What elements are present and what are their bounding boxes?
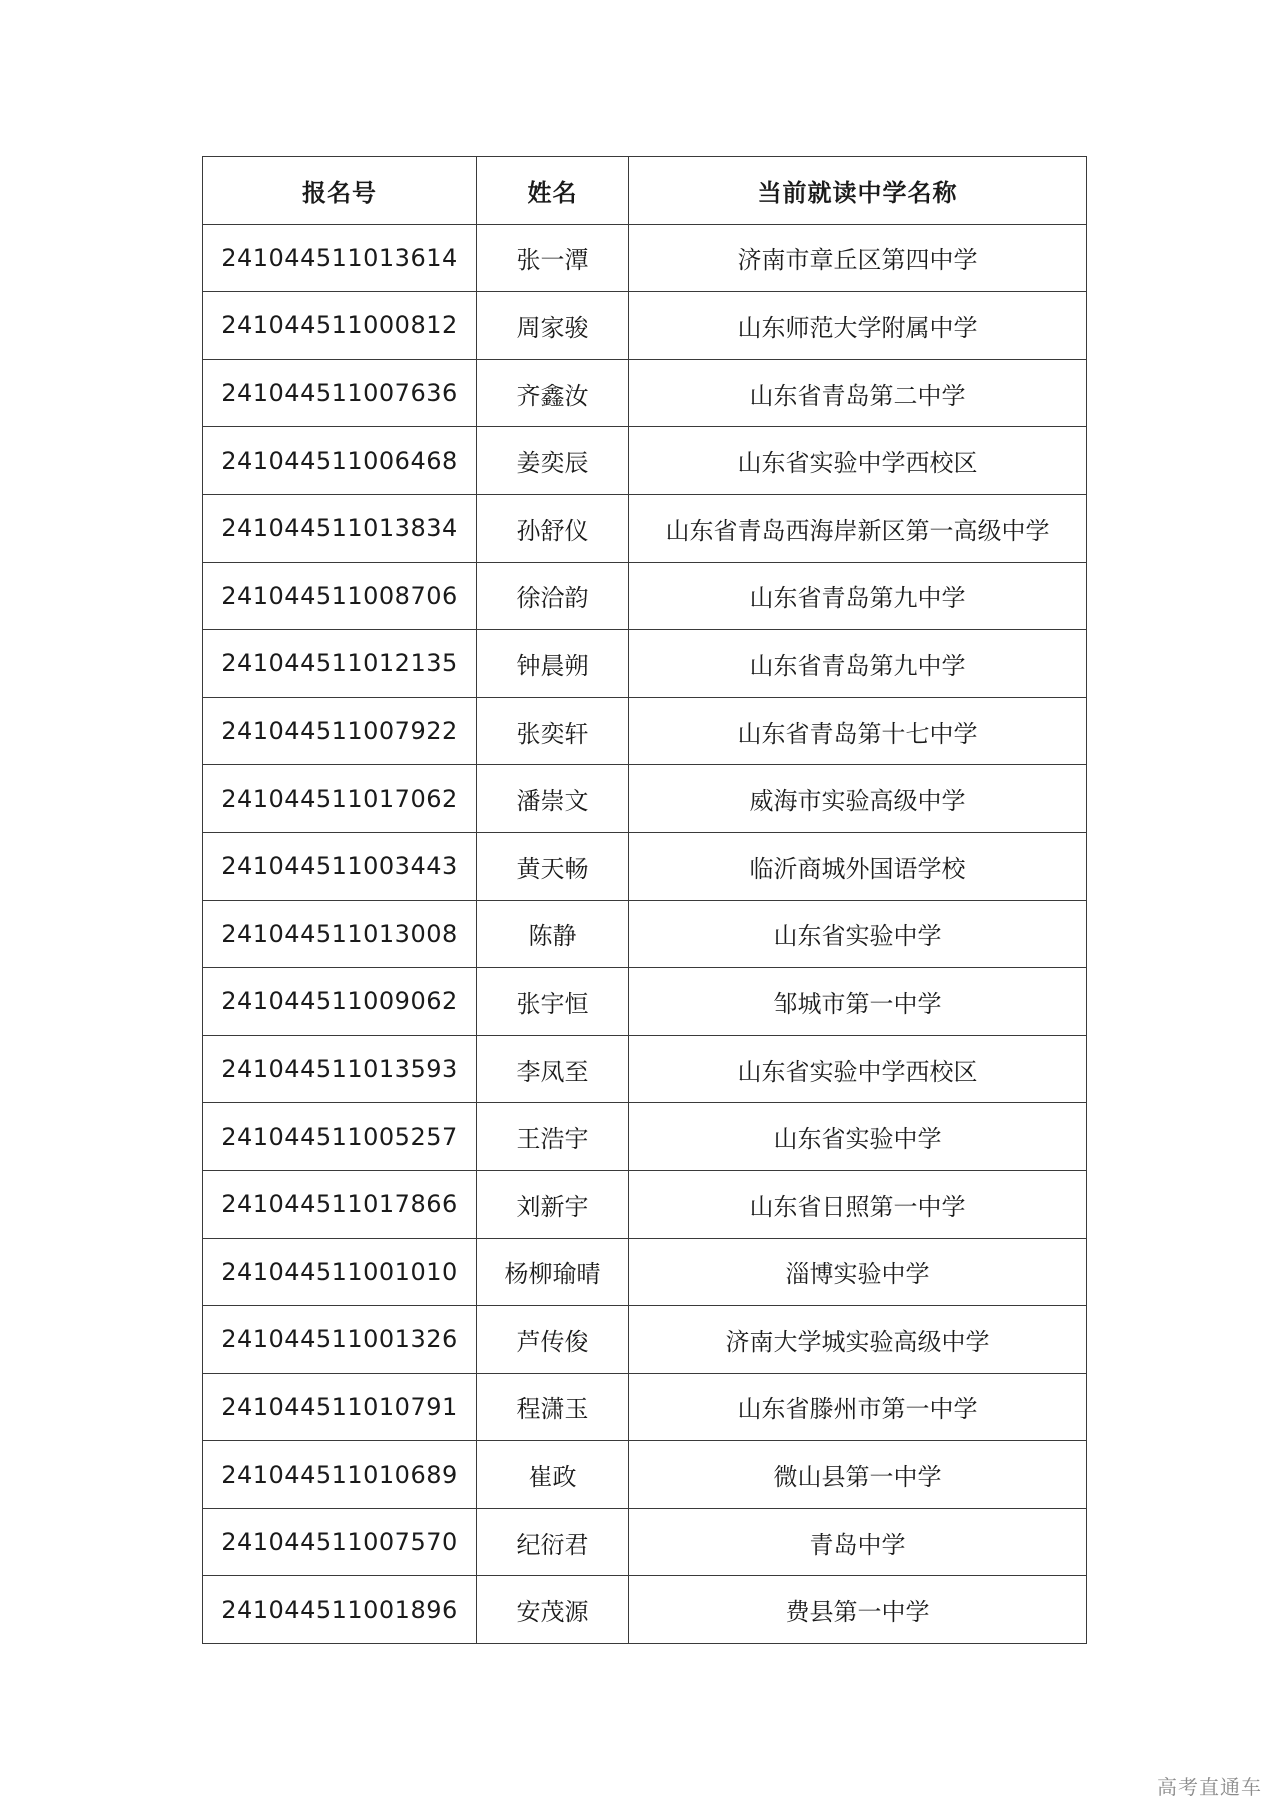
- cell-student-name: 钟晨朔: [477, 630, 629, 698]
- cell-school-name: 山东省青岛第十七中学: [629, 697, 1087, 765]
- admission-roster-table: [202, 156, 1087, 1644]
- cell-registration-number: 241044511010791: [203, 1373, 477, 1441]
- cell-school-name: 山东省实验中学: [629, 1103, 1087, 1171]
- cell-school-name: 山东省青岛西海岸新区第一高级中学: [629, 494, 1087, 562]
- cell-school-name: 山东省实验中学: [629, 900, 1087, 968]
- cell-registration-number: 241044511000812: [203, 292, 477, 360]
- cell-registration-number: 241044511017866: [203, 1170, 477, 1238]
- table-body: [203, 224, 1087, 1643]
- cell-school-name: 山东省实验中学西校区: [629, 427, 1087, 495]
- table-row: [203, 630, 1087, 698]
- table-row: [203, 697, 1087, 765]
- table-row: [203, 359, 1087, 427]
- table-row: [203, 427, 1087, 495]
- watermark-text: 高考直通车: [1157, 1775, 1262, 1799]
- cell-registration-number: 241044511007570: [203, 1508, 477, 1576]
- cell-student-name: 姜奕辰: [477, 427, 629, 495]
- cell-student-name: 张一潭: [477, 224, 629, 292]
- header-name: 姓名: [477, 157, 629, 225]
- cell-school-name: 山东省青岛第二中学: [629, 359, 1087, 427]
- cell-student-name: 周家骏: [477, 292, 629, 360]
- table-header-row: [203, 157, 1087, 225]
- cell-registration-number: 241044511001010: [203, 1238, 477, 1306]
- header-registration-number: 报名号: [203, 157, 477, 225]
- table-row: [203, 1306, 1087, 1374]
- cell-school-name: 济南市章丘区第四中学: [629, 224, 1087, 292]
- cell-student-name: 张宇恒: [477, 968, 629, 1036]
- cell-school-name: 山东省实验中学西校区: [629, 1035, 1087, 1103]
- cell-student-name: 崔政: [477, 1441, 629, 1509]
- cell-school-name: 山东省滕州市第一中学: [629, 1373, 1087, 1441]
- cell-school-name: 济南大学城实验高级中学: [629, 1306, 1087, 1374]
- cell-school-name: 威海市实验高级中学: [629, 765, 1087, 833]
- cell-registration-number: 241044511013614: [203, 224, 477, 292]
- cell-school-name: 山东省青岛第九中学: [629, 630, 1087, 698]
- cell-school-name: 淄博实验中学: [629, 1238, 1087, 1306]
- table-row: [203, 1441, 1087, 1509]
- cell-registration-number: 241044511006468: [203, 427, 477, 495]
- cell-registration-number: 241044511005257: [203, 1103, 477, 1171]
- cell-registration-number: 241044511008706: [203, 562, 477, 630]
- cell-registration-number: 241044511013593: [203, 1035, 477, 1103]
- cell-student-name: 安茂源: [477, 1576, 629, 1644]
- cell-student-name: 张奕轩: [477, 697, 629, 765]
- cell-registration-number: 241044511001896: [203, 1576, 477, 1644]
- cell-registration-number: 241044511017062: [203, 765, 477, 833]
- cell-registration-number: 241044511013834: [203, 494, 477, 562]
- cell-registration-number: 241044511007636: [203, 359, 477, 427]
- cell-registration-number: 241044511003443: [203, 832, 477, 900]
- cell-student-name: 程潇玉: [477, 1373, 629, 1441]
- table-row: [203, 224, 1087, 292]
- cell-student-name: 杨柳瑜晴: [477, 1238, 629, 1306]
- table-row: [203, 968, 1087, 1036]
- cell-student-name: 潘崇文: [477, 765, 629, 833]
- cell-student-name: 徐洽韵: [477, 562, 629, 630]
- table-row: [203, 494, 1087, 562]
- cell-school-name: 费县第一中学: [629, 1576, 1087, 1644]
- cell-school-name: 山东省青岛第九中学: [629, 562, 1087, 630]
- cell-student-name: 刘新宇: [477, 1170, 629, 1238]
- cell-student-name: 芦传俊: [477, 1306, 629, 1374]
- cell-student-name: 王浩宇: [477, 1103, 629, 1171]
- cell-registration-number: 241044511013008: [203, 900, 477, 968]
- cell-school-name: 青岛中学: [629, 1508, 1087, 1576]
- header-school-name: 当前就读中学名称: [629, 157, 1087, 225]
- cell-student-name: 齐鑫汝: [477, 359, 629, 427]
- cell-registration-number: 241044511009062: [203, 968, 477, 1036]
- cell-school-name: 微山县第一中学: [629, 1441, 1087, 1509]
- cell-student-name: 李凤至: [477, 1035, 629, 1103]
- table-row: [203, 1238, 1087, 1306]
- table-row: [203, 292, 1087, 360]
- cell-registration-number: 241044511010689: [203, 1441, 477, 1509]
- table-row: [203, 1103, 1087, 1171]
- cell-registration-number: 241044511001326: [203, 1306, 477, 1374]
- table-row: [203, 1576, 1087, 1644]
- table-row: [203, 1508, 1087, 1576]
- cell-student-name: 陈静: [477, 900, 629, 968]
- cell-student-name: 孙舒仪: [477, 494, 629, 562]
- table-row: [203, 900, 1087, 968]
- table-row: [203, 832, 1087, 900]
- table-row: [203, 765, 1087, 833]
- cell-registration-number: 241044511007922: [203, 697, 477, 765]
- table-row: [203, 1035, 1087, 1103]
- cell-registration-number: 241044511012135: [203, 630, 477, 698]
- cell-school-name: 山东师范大学附属中学: [629, 292, 1087, 360]
- cell-student-name: 纪衍君: [477, 1508, 629, 1576]
- table-row: [203, 1170, 1087, 1238]
- cell-school-name: 临沂商城外国语学校: [629, 832, 1087, 900]
- cell-student-name: 黄天畅: [477, 832, 629, 900]
- cell-school-name: 山东省日照第一中学: [629, 1170, 1087, 1238]
- table-row: [203, 562, 1087, 630]
- table-row: [203, 1373, 1087, 1441]
- cell-school-name: 邹城市第一中学: [629, 968, 1087, 1036]
